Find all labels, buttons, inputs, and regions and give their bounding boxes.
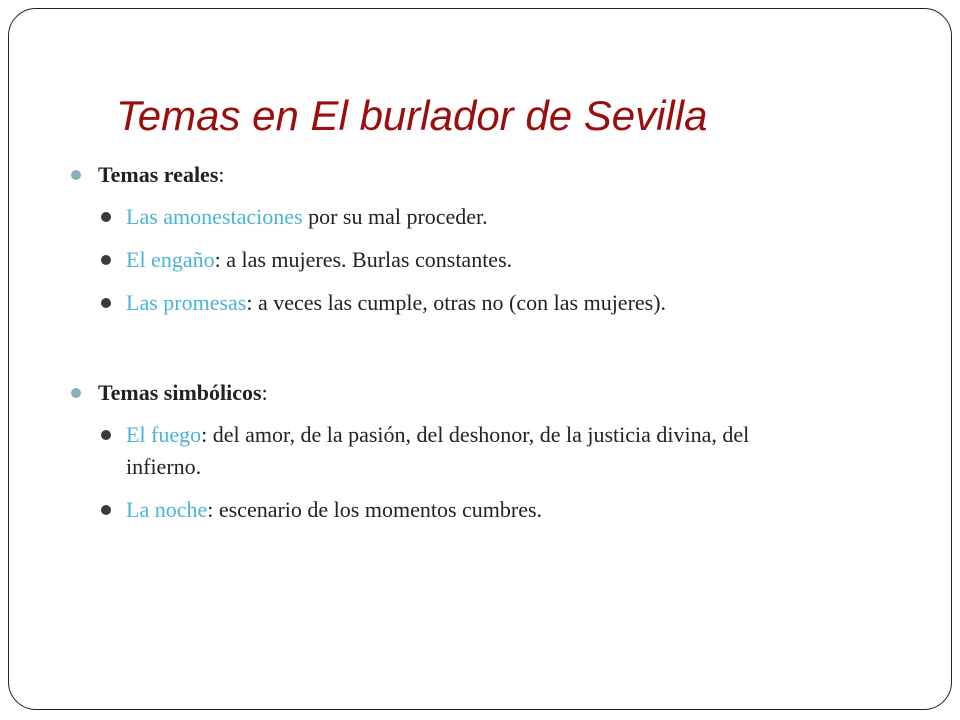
section-heading <box>71 159 931 191</box>
slide-title: Temas en El burlador de Sevilla <box>116 92 708 139</box>
theme-description: : a las mujeres. Burlas constantes. <box>214 247 513 272</box>
slide-frame <box>8 8 952 710</box>
theme-description: : a veces las cumple, otras no (con las mujeres). <box>246 290 667 315</box>
bullet-icon <box>101 430 111 440</box>
list-item <box>101 244 931 276</box>
list-item <box>101 201 931 233</box>
section-heading-colon: : <box>218 162 225 187</box>
bullet-icon <box>101 505 111 515</box>
bullet-icon <box>71 170 81 180</box>
theme-description: : del amor, de la pasión, del deshonor, de la justicia divina, del infierno. <box>126 422 750 479</box>
section-heading-colon: : <box>261 380 268 405</box>
sub-list <box>71 419 931 526</box>
theme-description: : escenario de los momentos cumbres. <box>207 497 543 522</box>
section-temas-reales <box>71 159 931 330</box>
section-heading <box>71 377 931 409</box>
list-item <box>101 494 931 526</box>
theme-highlight: Las promesas <box>126 290 247 315</box>
bullet-icon <box>101 255 111 265</box>
list-item-text <box>126 204 488 229</box>
section-heading-label: Temas simbólicos <box>98 380 262 405</box>
theme-highlight: El fuego <box>126 422 202 447</box>
bullet-icon <box>71 388 81 398</box>
list-item-text <box>126 497 542 522</box>
list-item <box>101 287 931 319</box>
theme-highlight: El engaño <box>126 247 215 272</box>
theme-highlight: Las amonestaciones <box>126 204 303 229</box>
list-item-text <box>126 247 512 272</box>
list-item-text <box>126 419 786 483</box>
bullet-icon <box>101 298 111 308</box>
list-item <box>101 419 931 483</box>
section-temas-simbolicos <box>71 377 931 537</box>
theme-description: por su mal proceder. <box>302 204 488 229</box>
list-item-text <box>126 290 666 315</box>
section-heading-label: Temas reales <box>98 162 219 187</box>
theme-highlight: La noche <box>126 497 208 522</box>
sub-list <box>71 201 931 319</box>
bullet-icon <box>101 212 111 222</box>
